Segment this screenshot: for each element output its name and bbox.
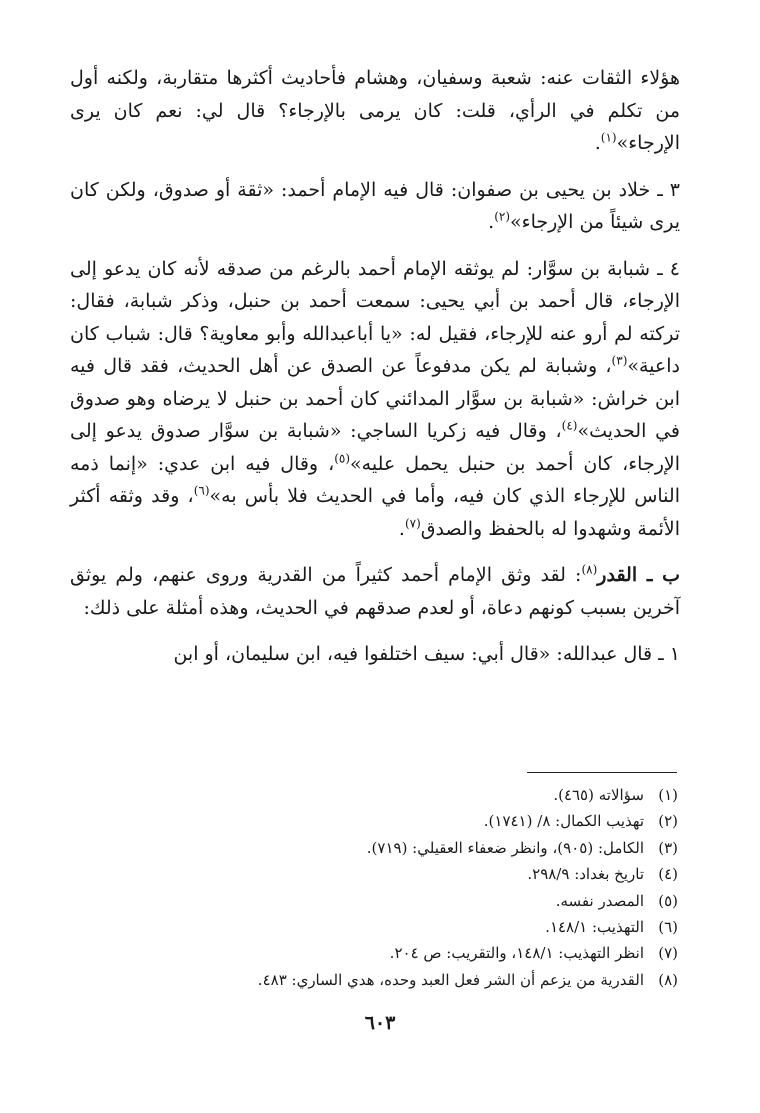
footnote-number: (٣) xyxy=(658,838,678,857)
paragraph-5 xyxy=(70,638,680,671)
footnote-item xyxy=(78,967,678,993)
footnotes xyxy=(78,782,678,993)
footnote-number: (١) xyxy=(658,786,678,804)
paragraph-2 xyxy=(70,174,680,239)
paragraph-3-text-e: ، وقد وثقه أكثر الأئمة وشهدوا له بالحفظ والصدق xyxy=(70,485,680,540)
paragraph-3-text-d: ، وقال فيه ابن عدي: «إنما ذمه الناس للإرجاء الذي كان فيه، وأما في الحديث فلا بأس به» xyxy=(70,452,680,507)
footnote-divider xyxy=(527,772,677,773)
footnote-text: الكامل: (٩٠٥)، وانظر ضعفاء العقيلي: (٧١٩). xyxy=(366,838,644,857)
footnote-text: تهذيب الكمال: ٨/ (١٧٤١). xyxy=(483,812,644,831)
footnote-text: التهذيب: ١٤٨/١. xyxy=(545,918,644,937)
paragraph-3-text-c: ، وقال فيه زكريا الساجي: «شبابة بن سوَّار صدوق يدعو إلى الإرجاء، كان أحمد بن حنبل يحمل عليه» xyxy=(70,420,680,475)
paragraph-3-end: . xyxy=(398,517,405,540)
paragraph-3-text-a: ٤ ـ شبابة بن سوَّار: لم يوثقه الإمام أحمد بالرغم من صدقه لأنه كان يدعو إلى الإرجاء، قال أحمد بن أبي يحيى: سمعت أحمد بن حنبل، وذكر شبابة، فقال: تركته لم أرو عنه للإرجاء، فقيل له: «يا أباعبدالله وأبو معاوية؟ قال: شباب كان داعية» xyxy=(70,257,680,377)
footnote-text: سؤالاته (٤٦٥). xyxy=(553,786,644,804)
paragraph-5-text: ١ ـ قال عبدالله: «قال أبي: سيف اختلفوا فيه، ابن سليمان، أو ابن xyxy=(173,643,680,665)
footnote-ref-7: (٧) xyxy=(404,516,421,531)
paragraph-1 xyxy=(70,62,680,160)
paragraph-1-text: هؤلاء الثقات عنه: شعبة وسفيان، وهشام فأحاديث أكثرها متقاربة، ولكنه أول من تكلم في الرأي، قلت: كان يرمى بالإرجاء؟ قال لي: نعم كان يرى الإرجاء» xyxy=(70,67,680,154)
footnote-item xyxy=(78,940,678,966)
footnote-number: (٧) xyxy=(658,944,678,963)
footnote-number: (٢) xyxy=(658,812,678,831)
paragraph-1-end: . xyxy=(594,132,601,154)
footnote-ref-2: (٢) xyxy=(494,209,511,224)
footnote-item xyxy=(78,888,678,914)
footnote-item xyxy=(78,914,678,940)
footnote-text: القدرية من يزعم أن الشر فعل العبد وحده، هدي الساري: ٤٨٣. xyxy=(257,970,644,989)
footnote-ref-3: (٣) xyxy=(611,353,628,368)
footnote-number: (٦) xyxy=(658,918,678,937)
main-text xyxy=(70,62,680,685)
footnote-item xyxy=(78,782,678,808)
footnote-ref-6: (٦) xyxy=(193,483,210,498)
footnote-item xyxy=(78,861,678,887)
footnote-text: انظر التهذيب: ١٤٨/١، والتقريب: ص ٢٠٤. xyxy=(389,944,644,963)
footnote-item xyxy=(78,835,678,861)
footnote-ref-8: (٨) xyxy=(581,562,598,577)
footnote-ref-5: (٥) xyxy=(334,451,351,466)
footnote-item xyxy=(78,808,678,834)
section-heading-qadar: ب ـ القدر xyxy=(597,564,680,586)
paragraph-3 xyxy=(70,253,680,546)
footnote-ref-1: (١) xyxy=(600,130,617,145)
paragraph-2-text: ٣ ـ خلاد بن يحيى بن صفوان: قال فيه الإمام أحمد: «ثقة أو صدوق، ولكن كان يرى شيئاً من الإرجاء» xyxy=(70,178,680,233)
footnote-number: (٥) xyxy=(658,891,678,910)
page-number: ٦٠٣ xyxy=(364,1012,396,1034)
paragraph-4 xyxy=(70,559,680,624)
paragraph-2-end: . xyxy=(488,211,495,233)
footnote-ref-4: (٤) xyxy=(561,418,578,433)
footnote-text: المصدر نفسه. xyxy=(555,891,644,910)
footnote-text: تاريخ بغداد: ٢٩٨/٩. xyxy=(527,865,644,884)
footnote-number: (٤) xyxy=(658,865,678,884)
footnote-number: (٨) xyxy=(658,970,678,989)
paragraph-3-text-b: ، وشبابة لم يكن مدفوعاً عن الصدق عن أهل الحديث، فقد قال فيه ابن خراش: «شبابة بن سوَّار المدائني كان أحمد بن حنبل لا يرضاه وهو صدوق في الحديث» xyxy=(70,355,680,442)
paragraph-4-text: : لقد وثق الإمام أحمد كثيراً من القدرية وروى عنهم، ولم يوثق آخرين بسبب كونهم دعاة، أو لعدم صدقهم في الحديث، وهذه أمثلة على ذلك: xyxy=(70,564,680,619)
